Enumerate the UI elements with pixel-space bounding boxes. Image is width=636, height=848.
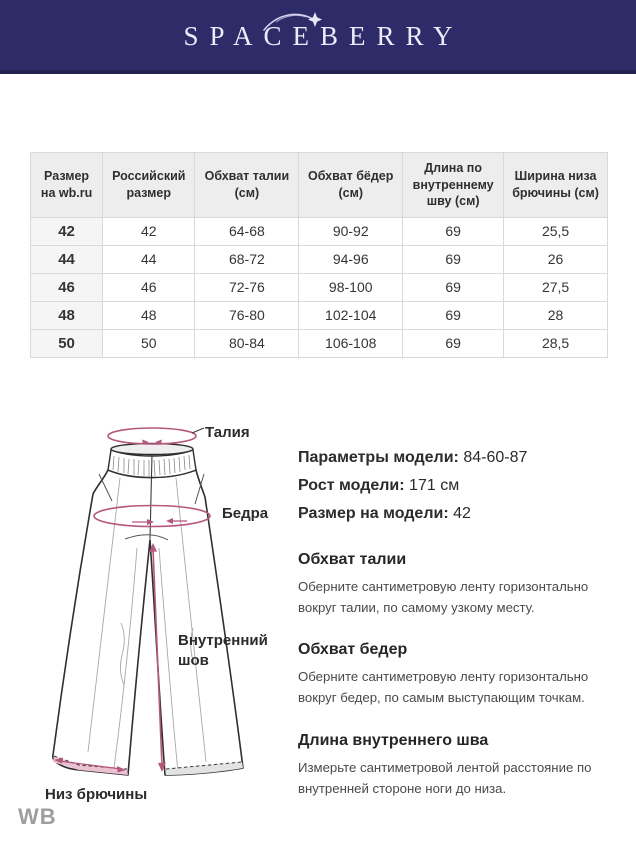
table-cell: 46 (103, 273, 195, 301)
table-cell: 80-84 (195, 329, 299, 357)
table-cell: 69 (403, 273, 504, 301)
table-row (31, 329, 608, 357)
table-cell: 76-80 (195, 301, 299, 329)
model-parameters-label: Параметры модели: (298, 449, 459, 466)
label-waist: Талия (205, 424, 250, 441)
table-header-row (31, 153, 608, 218)
size-table-header (31, 153, 608, 218)
brand-banner (0, 0, 636, 74)
column-header-leg-width: Ширина низа брючины (см) (504, 153, 608, 218)
table-row (31, 245, 608, 273)
table-cell: 69 (403, 217, 504, 245)
guide-title-waist: Обхват талии (298, 551, 407, 568)
label-hips: Бедра (222, 505, 269, 522)
guide-title-inseam: Длина внутреннего шва (298, 731, 489, 749)
table-cell: 25,5 (504, 217, 608, 245)
brand-logo: SPACEBERRY (183, 21, 464, 51)
guide-section-inseam (298, 732, 620, 799)
guide-section-waist (298, 551, 620, 618)
model-size-label: Размер на модели: (298, 505, 449, 522)
table-cell: 28 (504, 301, 608, 329)
table-cell: 98-100 (299, 273, 403, 301)
model-parameters-line (298, 444, 620, 472)
table-cell: 42 (103, 217, 195, 245)
table-cell: 102-104 (299, 301, 403, 329)
table-cell: 68-72 (195, 245, 299, 273)
pants-outline (53, 470, 243, 775)
column-header-waist: Обхват талии (см) (195, 153, 299, 218)
model-size-value: 42 (453, 505, 471, 522)
table-cell: 48 (31, 301, 103, 329)
table-cell: 50 (103, 329, 195, 357)
table-row (31, 273, 608, 301)
table-cell: 46 (31, 273, 103, 301)
table-cell: 69 (403, 329, 504, 357)
model-height-label: Рост модели: (298, 477, 405, 494)
model-parameters-value: 84-60-87 (463, 449, 528, 466)
table-cell: 42 (31, 217, 103, 245)
model-height-value: 171 см (409, 477, 460, 494)
table-cell: 27,5 (504, 273, 608, 301)
column-header-wb-size: Размер на wb.ru (31, 153, 103, 218)
model-height-line (298, 472, 620, 500)
measure-guide (298, 551, 620, 799)
info-column (298, 444, 620, 799)
table-row (31, 217, 608, 245)
guide-section-hips (298, 641, 620, 708)
table-row (31, 301, 608, 329)
label-leg-bottom: Низ брючины (45, 786, 148, 803)
table-cell: 94-96 (299, 245, 403, 273)
guide-body-waist: Оберните сантиметровую ленту горизонтально вокруг талии, по самому узкому месту. (298, 579, 589, 616)
table-cell: 64-68 (195, 217, 299, 245)
table-cell: 44 (31, 245, 103, 273)
guide-body-inseam: Измерьте сантиметровой лентой расстояние по внутренней стороне ноги до низа. (298, 759, 592, 796)
guide-body-hips: Оберните сантиметровую ленту горизонтально вокруг бедер, по самым выступающим точкам. (298, 669, 589, 706)
column-header-ru-size: Российский размер (103, 153, 195, 218)
column-header-hips: Обхват бёдер (см) (299, 153, 403, 218)
table-cell: 69 (403, 301, 504, 329)
table-cell: 90-92 (299, 217, 403, 245)
column-header-inseam-length: Длина по внутреннему шву (см) (403, 153, 504, 218)
table-cell: 48 (103, 301, 195, 329)
label-inseam: Внутренний шов (178, 632, 268, 670)
table-cell: 69 (403, 245, 504, 273)
size-table-body (31, 217, 608, 357)
table-cell: 26 (504, 245, 608, 273)
model-size-line (298, 500, 620, 528)
table-cell: 44 (103, 245, 195, 273)
table-cell: 50 (31, 329, 103, 357)
size-table (30, 152, 608, 358)
guide-title-hips: Обхват бедер (298, 641, 408, 659)
table-cell: 106-108 (299, 329, 403, 357)
pants-diagram (25, 418, 275, 803)
waist-measure-ellipse (108, 428, 204, 444)
table-cell: 28,5 (504, 329, 608, 357)
wb-watermark: WB (18, 804, 57, 829)
table-cell: 72-76 (195, 273, 299, 301)
